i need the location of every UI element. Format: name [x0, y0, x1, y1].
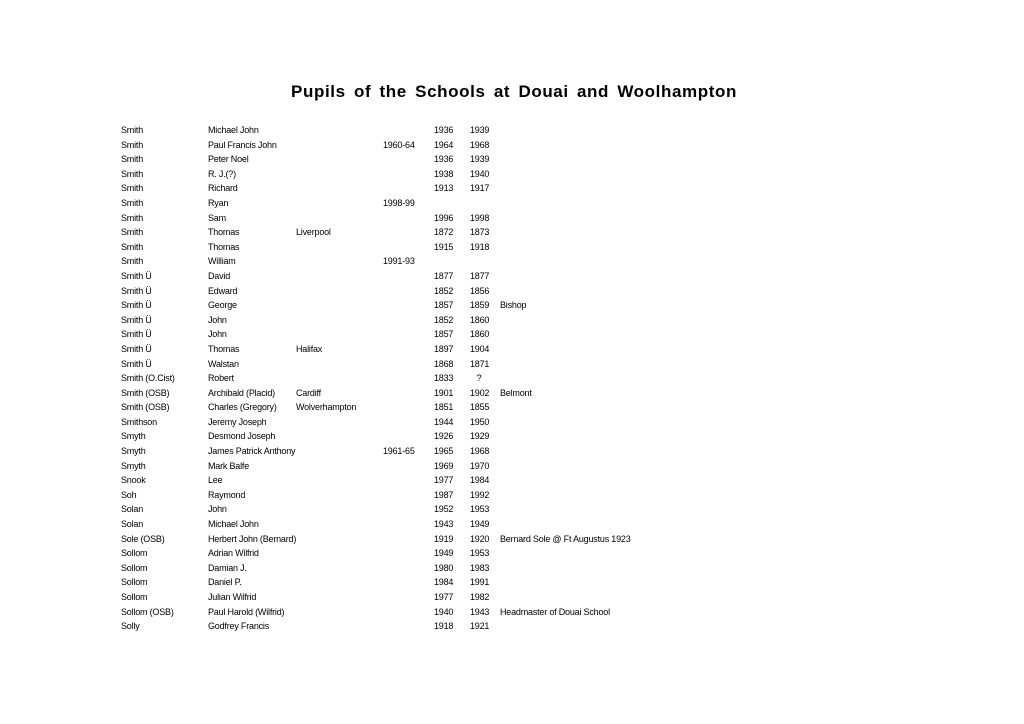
given-cell: Jeremy Joseph — [208, 416, 267, 427]
end-cell: 1998 — [470, 212, 490, 223]
place-cell: Liverpool — [296, 227, 331, 238]
period-cell: 1991-93 — [383, 256, 415, 267]
surname-cell: Solan — [121, 519, 144, 530]
surname-cell: Soh — [121, 489, 137, 500]
end-cell: 1871 — [470, 358, 490, 369]
end-cell: 1877 — [470, 270, 490, 281]
start-cell: 1877 — [434, 270, 454, 281]
start-cell: 1833 — [434, 373, 454, 384]
given-cell: Sam — [208, 212, 226, 223]
start-cell: 1936 — [434, 125, 454, 135]
surname-cell: Smyth — [121, 431, 146, 442]
surname-cell: Sollom (OSB) — [121, 606, 174, 617]
given-cell: Ryan — [208, 197, 229, 208]
surname-cell: Sollom — [121, 562, 148, 573]
surname-cell: Smith — [121, 256, 144, 267]
end-cell: 1968 — [470, 446, 490, 457]
surname-cell: Smith — [121, 227, 144, 238]
end-cell: 1953 — [470, 548, 490, 559]
surname-cell: Smith — [121, 139, 144, 150]
list-item — [0, 123, 1024, 138]
surname-cell: Smith — [121, 241, 144, 252]
end-cell: 1940 — [470, 168, 490, 179]
surname-cell: Smith (O.Cist) — [121, 373, 175, 384]
surname-cell: Smith (OSB) — [121, 387, 170, 398]
list-item — [0, 240, 1024, 255]
list-item — [0, 284, 1024, 299]
end-cell: 1939 — [470, 154, 490, 165]
surname-cell: Smith Ü — [121, 329, 152, 340]
surname-cell: Solly — [121, 621, 140, 632]
start-cell: 1857 — [434, 300, 454, 311]
list-item — [0, 211, 1024, 226]
start-cell: 1852 — [434, 314, 454, 325]
given-cell: Paul Francis John — [208, 139, 277, 150]
list-item — [0, 488, 1024, 503]
given-cell: Raymond — [208, 489, 246, 500]
list-item — [0, 619, 1024, 634]
given-cell: Thomas — [208, 227, 240, 238]
given-cell: Lee — [208, 475, 223, 486]
note-cell: Bernard Sole @ Ft Augustus 1923 — [500, 533, 631, 544]
given-cell: James Patrick Anthony — [208, 446, 296, 457]
start-cell: 1897 — [434, 343, 454, 354]
given-cell: Archibald (Placid) — [208, 387, 275, 398]
end-cell: 1950 — [470, 416, 490, 427]
given-cell: Robert — [208, 373, 234, 384]
start-cell: 1857 — [434, 329, 454, 340]
surname-cell: Sollom — [121, 577, 148, 588]
surname-cell: Smith Ü — [121, 270, 152, 281]
note-cell: Bishop — [500, 300, 527, 311]
list-item — [0, 444, 1024, 459]
list-item — [0, 575, 1024, 590]
end-cell: 1953 — [470, 504, 490, 515]
list-item — [0, 181, 1024, 196]
given-cell: Adrian Wilfrid — [208, 548, 259, 559]
surname-cell: Smith — [121, 125, 144, 135]
period-cell: 1998-99 — [383, 197, 415, 208]
start-cell: 1868 — [434, 358, 454, 369]
surname-cell: Smith — [121, 197, 144, 208]
end-cell: 1970 — [470, 460, 490, 471]
end-cell: 1873 — [470, 227, 490, 238]
list-item — [0, 196, 1024, 211]
end-cell: 1859 — [470, 300, 490, 311]
start-cell: 1964 — [434, 139, 454, 150]
start-cell: 1965 — [434, 446, 454, 457]
end-cell: 1918 — [470, 241, 490, 252]
surname-cell: Sollom — [121, 548, 148, 559]
start-cell: 1851 — [434, 402, 454, 413]
given-cell: Desmond Joseph — [208, 431, 276, 442]
end-cell: 1968 — [470, 139, 490, 150]
surname-cell: Smith — [121, 183, 144, 194]
end-cell: ? — [476, 373, 482, 384]
end-cell: 1984 — [470, 475, 490, 486]
list-item — [0, 532, 1024, 547]
list-item — [0, 357, 1024, 372]
end-cell: 1904 — [470, 343, 490, 354]
given-cell: Edward — [208, 285, 238, 296]
start-cell: 1926 — [434, 431, 454, 442]
start-cell: 1987 — [434, 489, 454, 500]
end-cell: 1855 — [470, 402, 490, 413]
list-item — [0, 138, 1024, 153]
given-cell: Paul Harold (Wilfrid) — [208, 606, 285, 617]
list-item — [0, 459, 1024, 474]
start-cell: 1938 — [434, 168, 454, 179]
end-cell: 1917 — [470, 183, 490, 194]
list-item — [0, 225, 1024, 240]
end-cell: 1929 — [470, 431, 490, 442]
given-cell: Walstan — [208, 358, 239, 369]
end-cell: 1920 — [470, 533, 490, 544]
surname-cell: Smith Ü — [121, 300, 152, 311]
list-item — [0, 590, 1024, 605]
surname-cell: Smith — [121, 168, 144, 179]
given-cell: Richard — [208, 183, 238, 194]
start-cell: 1940 — [434, 606, 454, 617]
surname-cell: Solan — [121, 504, 144, 515]
surname-cell: Smith Ü — [121, 314, 152, 325]
start-cell: 1977 — [434, 475, 454, 486]
surname-cell: Smyth — [121, 446, 146, 457]
given-cell: David — [208, 270, 231, 281]
start-cell: 1969 — [434, 460, 454, 471]
surname-cell: Smith Ü — [121, 285, 152, 296]
end-cell: 1991 — [470, 577, 490, 588]
note-cell: Belmont — [500, 387, 532, 398]
given-cell: Godfrey Francis — [208, 621, 270, 632]
given-cell: Damian J. — [208, 562, 247, 573]
place-cell: Halifax — [296, 343, 323, 354]
period-cell: 1961-65 — [383, 446, 415, 457]
list-item — [0, 561, 1024, 576]
page-title: Pupils of the Schools at Douai and Woolhampton — [291, 82, 737, 101]
surname-cell: Smyth — [121, 460, 146, 471]
surname-cell: Smith Ü — [121, 358, 152, 369]
list-item — [0, 254, 1024, 269]
given-cell: Michael John — [208, 519, 259, 530]
start-cell: 1984 — [434, 577, 454, 588]
start-cell: 1913 — [434, 183, 454, 194]
pupil-list — [0, 123, 1024, 634]
surname-cell: Snook — [121, 475, 146, 486]
end-cell: 1982 — [470, 592, 490, 602]
note-cell: Headmaster of Douai School — [500, 606, 610, 617]
surname-cell: Smith (OSB) — [121, 402, 170, 413]
list-item — [0, 167, 1024, 182]
surname-cell: Smith — [121, 154, 144, 165]
start-cell: 1977 — [434, 592, 454, 602]
start-cell: 1980 — [434, 562, 454, 573]
start-cell: 1943 — [434, 519, 454, 530]
surname-cell: Smith Ü — [121, 343, 152, 354]
start-cell: 1949 — [434, 548, 454, 559]
end-cell: 1921 — [470, 621, 490, 632]
given-cell: John — [208, 504, 227, 515]
end-cell: 1939 — [470, 125, 490, 135]
start-cell: 1872 — [434, 227, 454, 238]
given-cell: Charles (Gregory) — [208, 402, 277, 413]
end-cell: 1860 — [470, 314, 490, 325]
period-cell: 1960-64 — [383, 139, 415, 150]
surname-cell: Sole (OSB) — [121, 533, 165, 544]
given-cell: John — [208, 314, 227, 325]
end-cell: 1992 — [470, 489, 490, 500]
given-cell: George — [208, 300, 237, 311]
start-cell: 1919 — [434, 533, 454, 544]
start-cell: 1952 — [434, 504, 454, 515]
list-item — [0, 313, 1024, 328]
list-item — [0, 327, 1024, 342]
list-item — [0, 429, 1024, 444]
list-item — [0, 400, 1024, 415]
start-cell: 1918 — [434, 621, 454, 632]
place-cell: Wolverhampton — [296, 402, 357, 413]
given-cell: Michael John — [208, 125, 259, 135]
end-cell: 1902 — [470, 387, 490, 398]
given-cell: Daniel P. — [208, 577, 242, 588]
start-cell: 1852 — [434, 285, 454, 296]
given-cell: Peter Noel — [208, 154, 249, 165]
end-cell: 1949 — [470, 519, 490, 530]
start-cell: 1996 — [434, 212, 454, 223]
end-cell: 1856 — [470, 285, 490, 296]
list-item — [0, 502, 1024, 517]
given-cell: R. J.(?) — [208, 168, 236, 179]
given-cell: Herbert John (Bernard) — [208, 533, 297, 544]
list-item — [0, 546, 1024, 561]
list-item — [0, 298, 1024, 313]
surname-cell: Smith — [121, 212, 144, 223]
place-cell: Cardiff — [296, 387, 321, 398]
list-item — [0, 415, 1024, 430]
list-item — [0, 371, 1024, 386]
given-cell: Julian Wilfrid — [208, 592, 257, 602]
list-item — [0, 473, 1024, 488]
given-cell: John — [208, 329, 227, 340]
start-cell: 1915 — [434, 241, 454, 252]
end-cell: 1943 — [470, 606, 490, 617]
start-cell: 1936 — [434, 154, 454, 165]
given-cell: Thomas — [208, 343, 240, 354]
given-cell: Mark Balfe — [208, 460, 250, 471]
given-cell: Thomas — [208, 241, 240, 252]
list-item — [0, 605, 1024, 620]
list-item — [0, 517, 1024, 532]
given-cell: William — [208, 256, 236, 267]
start-cell: 1901 — [434, 387, 454, 398]
list-item — [0, 386, 1024, 401]
list-item — [0, 152, 1024, 167]
start-cell: 1944 — [434, 416, 454, 427]
surname-cell: Smithson — [121, 416, 157, 427]
surname-cell: Sollom — [121, 592, 148, 602]
end-cell: 1860 — [470, 329, 490, 340]
list-item — [0, 269, 1024, 284]
list-item — [0, 342, 1024, 357]
end-cell: 1983 — [470, 562, 490, 573]
